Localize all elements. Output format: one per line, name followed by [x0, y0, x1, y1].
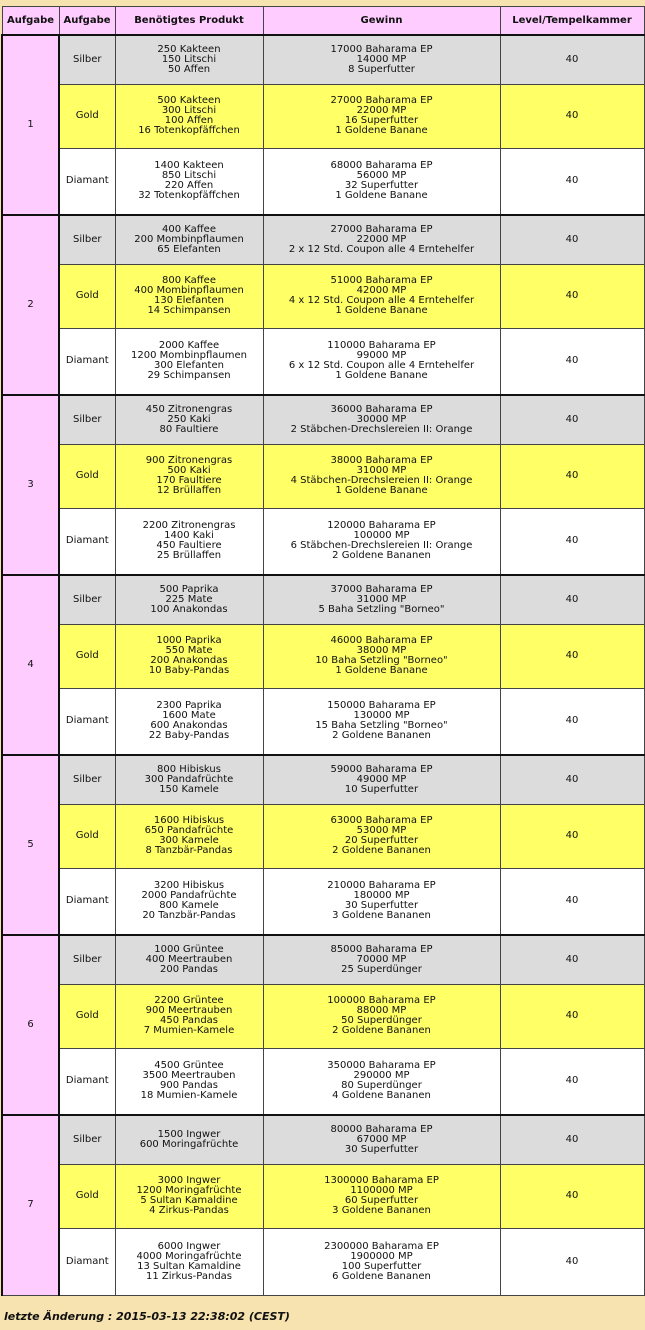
product-line: 250 Kakteen	[157, 43, 221, 55]
tier-cell: Silber	[59, 1115, 115, 1164]
product-line: 65 Elefanten	[157, 243, 221, 255]
level-cell: 40	[500, 1115, 644, 1164]
required-products-cell	[115, 395, 263, 444]
reward-cell	[263, 1228, 500, 1295]
tier-cell: Silber	[59, 755, 115, 804]
tier-cell: Diamant	[59, 1228, 115, 1295]
reward-line: 2300000 Baharama EP	[324, 1240, 439, 1252]
task-number-cell: 3	[2, 395, 59, 575]
product-line: 850 Litschi	[161, 170, 217, 182]
level-cell: 40	[500, 868, 644, 935]
product-line: 900 Pandas	[160, 1080, 218, 1092]
product-line: 1400 Kaki	[164, 530, 214, 542]
product-line: 3500 Meertrauben	[142, 1070, 236, 1082]
reward-line: 70000 MP	[356, 953, 407, 965]
reward-line: 68000 Baharama EP	[330, 160, 433, 172]
reward-line: 1100000 MP	[350, 1185, 413, 1196]
tier-cell: Gold	[59, 84, 115, 148]
product-line: 600 Moringafrüchte	[139, 1138, 239, 1150]
reward-cell	[263, 148, 500, 215]
reward-line: 37000 Baharama EP	[330, 583, 433, 595]
product-line: 170 Faultiere	[156, 475, 222, 486]
product-line: 300 Pandafrüchte	[144, 773, 234, 785]
table-row	[2, 1115, 644, 1164]
product-line: 650 Pandafrüchte	[144, 825, 234, 836]
reward-line: 8 Superfutter	[348, 63, 415, 75]
product-line: 16 Totenkopfäffchen	[138, 125, 240, 136]
product-line: 4000 Moringafrüchte	[136, 1250, 242, 1262]
reward-line: 30 Superfutter	[344, 900, 419, 912]
reward-line: 31000 MP	[356, 593, 407, 605]
required-products-cell	[115, 35, 263, 84]
reward-cell	[263, 395, 500, 444]
reward-line: 4 Goldene Bananen	[332, 1090, 431, 1102]
reward-line: 38000 Baharama EP	[330, 455, 433, 466]
tier-cell: Silber	[59, 395, 115, 444]
reward-line: 27000 Baharama EP	[330, 223, 433, 235]
product-line: 550 Mate	[165, 645, 213, 656]
product-line: 6000 Ingwer	[157, 1240, 221, 1252]
required-products-cell	[115, 755, 263, 804]
required-products-cell	[115, 84, 263, 148]
reward-line: 1 Goldene Banane	[335, 125, 428, 136]
table-row	[2, 688, 644, 755]
reward-cell	[263, 328, 500, 395]
product-line: 200 Pandas	[160, 963, 218, 975]
product-line: 3200 Hibiskus	[153, 880, 225, 892]
reward-line: 67000 MP	[356, 1133, 407, 1145]
task-number-cell: 1	[2, 35, 59, 215]
reward-line: 130000 MP	[353, 710, 410, 722]
table-row	[2, 1228, 644, 1295]
product-line: 1200 Moringafrüchte	[136, 1185, 242, 1196]
product-line: 2300 Paprika	[156, 700, 222, 712]
level-cell: 40	[500, 755, 644, 804]
reward-line: 80000 Baharama EP	[330, 1123, 433, 1135]
reward-cell	[263, 444, 500, 508]
product-line: 900 Zitronengras	[145, 455, 233, 466]
reward-line: 2 Goldene Bananen	[332, 1025, 431, 1036]
header-required-products: Benötigtes Produkt	[115, 7, 263, 36]
product-line: 1400 Kakteen	[154, 160, 224, 172]
table-row	[2, 84, 644, 148]
reward-line: 31000 MP	[356, 465, 407, 476]
table-row	[2, 444, 644, 508]
product-line: 2000 Kaffee	[158, 340, 220, 352]
reward-line: 38000 MP	[356, 645, 407, 656]
reward-line: 60 Superfutter	[344, 1195, 419, 1206]
product-line: 150 Litschi	[161, 53, 217, 65]
product-line: 400 Kaffee	[162, 223, 216, 235]
reward-line: 1300000 Baharama EP	[324, 1175, 439, 1186]
tier-cell: Diamant	[59, 508, 115, 575]
header-row	[2, 7, 644, 36]
reward-line: 36000 Baharama EP	[330, 403, 433, 415]
required-products-cell	[115, 1115, 263, 1164]
reward-line: 27000 Baharama EP	[330, 95, 433, 106]
header-level: Level/Tempelkammer	[500, 7, 644, 36]
table-row	[2, 1164, 644, 1228]
required-products-cell	[115, 624, 263, 688]
reward-line: 180000 MP	[353, 890, 410, 902]
required-products-cell	[115, 1164, 263, 1228]
reward-line: 4 Stäbchen-Drechslereien II: Orange	[290, 475, 473, 486]
table-row	[2, 984, 644, 1048]
product-line: 300 Litschi	[161, 105, 217, 116]
level-cell: 40	[500, 148, 644, 215]
product-line: 50 Affen	[167, 63, 211, 75]
required-products-cell	[115, 1228, 263, 1295]
product-line: 600 Anakondas	[150, 720, 228, 732]
reward-cell	[263, 84, 500, 148]
reward-cell	[263, 804, 500, 868]
table-row	[2, 624, 644, 688]
table-row	[2, 148, 644, 215]
product-line: 2200 Zitronengras	[142, 520, 236, 532]
task-number-cell: 4	[2, 575, 59, 755]
reward-line: 2 Goldene Bananen	[332, 730, 431, 742]
product-line: 5 Sultan Kamaldine	[140, 1195, 238, 1206]
reward-line: 63000 Baharama EP	[330, 815, 433, 826]
level-cell: 40	[500, 444, 644, 508]
table-row	[2, 264, 644, 328]
reward-line: 42000 MP	[356, 285, 407, 296]
reward-line: 50 Superdünger	[341, 1015, 422, 1026]
table-row	[2, 575, 644, 624]
tier-cell: Gold	[59, 1164, 115, 1228]
task-number-cell: 2	[2, 215, 59, 395]
reward-line: 80 Superdünger	[341, 1080, 422, 1092]
reward-line: 120000 Baharama EP	[327, 520, 436, 532]
level-cell: 40	[500, 1048, 644, 1115]
reward-line: 5 Baha Setzling "Borneo"	[318, 603, 445, 615]
product-line: 450 Zitronengras	[145, 403, 233, 415]
table-row	[2, 508, 644, 575]
reward-cell	[263, 868, 500, 935]
product-line: 800 Hibiskus	[157, 763, 221, 775]
table-row	[2, 395, 644, 444]
level-cell: 40	[500, 624, 644, 688]
required-products-cell	[115, 804, 263, 868]
tier-cell: Diamant	[59, 148, 115, 215]
reward-cell	[263, 215, 500, 264]
product-line: 29 Schimpansen	[147, 370, 231, 382]
product-line: 500 Paprika	[159, 583, 219, 595]
reward-cell	[263, 1048, 500, 1115]
reward-line: 150000 Baharama EP	[327, 700, 436, 712]
reward-line: 10 Superfutter	[344, 783, 419, 795]
reward-line: 100000 Baharama EP	[327, 995, 436, 1006]
product-line: 25 Brüllaffen	[156, 550, 222, 562]
task-number-cell: 6	[2, 935, 59, 1115]
reward-line: 3 Goldene Bananen	[332, 1205, 431, 1216]
level-cell: 40	[500, 215, 644, 264]
reward-line: 6 Stäbchen-Drechslereien II: Orange	[290, 540, 473, 552]
level-cell: 40	[500, 1228, 644, 1295]
product-line: 225 Mate	[165, 593, 213, 605]
required-products-cell	[115, 508, 263, 575]
reward-line: 2 Goldene Bananen	[332, 550, 431, 562]
table-row	[2, 804, 644, 868]
product-line: 100 Anakondas	[150, 603, 228, 615]
product-line: 32 Totenkopfäffchen	[138, 190, 240, 202]
quest-reward-table	[1, 6, 645, 1296]
table-row	[2, 935, 644, 984]
table-row	[2, 868, 644, 935]
task-number-cell: 7	[2, 1115, 59, 1295]
tier-cell: Silber	[59, 35, 115, 84]
level-cell: 40	[500, 264, 644, 328]
reward-line: 2 Stäbchen-Drechslereien II: Orange	[290, 423, 473, 435]
product-line: 8 Tanzbär-Pandas	[145, 845, 233, 856]
reward-line: 4 x 12 Std. Coupon alle 4 Erntehelfer	[288, 295, 475, 306]
table-body	[2, 35, 644, 1295]
level-cell: 40	[500, 395, 644, 444]
reward-line: 1 Goldene Banane	[335, 305, 428, 316]
product-line: 150 Kamele	[159, 783, 219, 795]
tier-cell: Silber	[59, 935, 115, 984]
product-line: 300 Elefanten	[154, 360, 224, 372]
level-cell: 40	[500, 935, 644, 984]
level-cell: 40	[500, 984, 644, 1048]
required-products-cell	[115, 688, 263, 755]
reward-line: 88000 MP	[356, 1005, 407, 1016]
tier-cell: Diamant	[59, 868, 115, 935]
reward-line: 14000 MP	[356, 53, 407, 65]
reward-line: 53000 MP	[356, 825, 407, 836]
product-line: 20 Tanzbär-Pandas	[142, 910, 236, 922]
product-line: 100 Affen	[164, 115, 214, 126]
product-line: 900 Meertrauben	[145, 1005, 233, 1016]
required-products-cell	[115, 1048, 263, 1115]
product-line: 450 Faultiere	[156, 540, 222, 552]
level-cell: 40	[500, 1164, 644, 1228]
product-line: 10 Baby-Pandas	[148, 665, 230, 676]
product-line: 800 Kaffee	[162, 275, 216, 286]
reward-line: 3 Goldene Bananen	[332, 910, 431, 922]
last-modified-note: letzte Änderung : 2015-03-13 22:38:02 (CEST)	[4, 1310, 290, 1323]
product-line: 130 Elefanten	[154, 295, 224, 306]
reward-line: 290000 MP	[353, 1070, 410, 1082]
reward-cell	[263, 935, 500, 984]
reward-line: 100000 MP	[353, 530, 410, 542]
product-line: 200 Mombinpflaumen	[134, 233, 244, 245]
reward-line: 1 Goldene Banane	[335, 665, 428, 676]
tier-cell: Gold	[59, 624, 115, 688]
reward-line: 20 Superfutter	[344, 835, 419, 846]
product-line: 4 Zirkus-Pandas	[149, 1205, 229, 1216]
product-line: 400 Mombinpflaumen	[134, 285, 244, 296]
tier-cell: Gold	[59, 264, 115, 328]
reward-line: 1900000 MP	[350, 1250, 413, 1262]
reward-line: 32 Superfutter	[344, 180, 419, 192]
reward-line: 99000 MP	[356, 350, 407, 362]
product-line: 22 Baby-Pandas	[148, 730, 230, 742]
reward-cell	[263, 624, 500, 688]
reward-line: 30 Superfutter	[344, 1143, 419, 1155]
tier-cell: Gold	[59, 984, 115, 1048]
required-products-cell	[115, 444, 263, 508]
product-line: 3000 Ingwer	[157, 1175, 221, 1186]
header-reward: Gewinn	[263, 7, 500, 36]
reward-line: 49000 MP	[356, 773, 407, 785]
product-line: 1000 Paprika	[156, 635, 222, 646]
level-cell: 40	[500, 804, 644, 868]
reward-cell	[263, 984, 500, 1048]
reward-cell	[263, 1115, 500, 1164]
required-products-cell	[115, 984, 263, 1048]
reward-line: 17000 Baharama EP	[330, 43, 433, 55]
product-line: 1600 Mate	[162, 710, 216, 722]
task-number-cell: 5	[2, 755, 59, 935]
product-line: 1600 Hibiskus	[153, 815, 225, 826]
reward-line: 22000 MP	[356, 105, 407, 116]
product-line: 300 Kamele	[159, 835, 219, 846]
reward-line: 10 Baha Setzling "Borneo"	[315, 655, 448, 666]
reward-cell	[263, 35, 500, 84]
reward-line: 1 Goldene Banane	[335, 370, 428, 382]
product-line: 7 Mumien-Kamele	[143, 1025, 235, 1036]
product-line: 12 Brüllaffen	[156, 485, 222, 496]
reward-line: 85000 Baharama EP	[330, 943, 433, 955]
tier-cell: Silber	[59, 575, 115, 624]
reward-line: 22000 MP	[356, 233, 407, 245]
header-task-tier: Aufgabe	[59, 7, 115, 36]
reward-line: 2 Goldene Bananen	[332, 845, 431, 856]
level-cell: 40	[500, 688, 644, 755]
level-cell: 40	[500, 508, 644, 575]
level-cell: 40	[500, 84, 644, 148]
product-line: 14 Schimpansen	[147, 305, 231, 316]
reward-line: 15 Baha Setzling "Borneo"	[315, 720, 448, 732]
reward-line: 110000 Baharama EP	[327, 340, 436, 352]
reward-line: 6 x 12 Std. Coupon alle 4 Erntehelfer	[288, 360, 475, 372]
required-products-cell	[115, 148, 263, 215]
reward-line: 100 Superfutter	[341, 1260, 422, 1272]
reward-line: 51000 Baharama EP	[330, 275, 433, 286]
product-line: 400 Meertrauben	[145, 953, 233, 965]
reward-line: 6 Goldene Bananen	[332, 1270, 431, 1282]
product-line: 2000 Pandafrüchte	[141, 890, 237, 902]
product-line: 1200 Mombinpflaumen	[131, 350, 247, 362]
reward-cell	[263, 575, 500, 624]
reward-cell	[263, 755, 500, 804]
product-line: 80 Faultiere	[159, 423, 219, 435]
tier-cell: Diamant	[59, 328, 115, 395]
product-line: 800 Kamele	[159, 900, 219, 912]
table-row	[2, 755, 644, 804]
reward-cell	[263, 508, 500, 575]
table-row	[2, 215, 644, 264]
product-line: 500 Kakteen	[157, 95, 221, 106]
reward-line: 56000 MP	[356, 170, 407, 182]
product-line: 2200 Grüntee	[154, 995, 224, 1006]
product-line: 13 Sultan Kamaldine	[137, 1260, 241, 1272]
tier-cell: Diamant	[59, 688, 115, 755]
level-cell: 40	[500, 35, 644, 84]
required-products-cell	[115, 264, 263, 328]
product-line: 11 Zirkus-Pandas	[145, 1270, 232, 1282]
product-line: 200 Anakondas	[150, 655, 228, 666]
product-line: 500 Kaki	[167, 465, 211, 476]
reward-line: 2 x 12 Std. Coupon alle 4 Erntehelfer	[288, 243, 475, 255]
reward-line: 30000 MP	[356, 413, 407, 425]
reward-line: 210000 Baharama EP	[327, 880, 436, 892]
tier-cell: Silber	[59, 215, 115, 264]
table-row	[2, 35, 644, 84]
level-cell: 40	[500, 575, 644, 624]
reward-line: 16 Superfutter	[344, 115, 419, 126]
reward-cell	[263, 264, 500, 328]
required-products-cell	[115, 215, 263, 264]
reward-line: 350000 Baharama EP	[327, 1060, 436, 1072]
product-line: 18 Mumien-Kamele	[140, 1090, 238, 1102]
reward-line: 1 Goldene Banane	[335, 190, 428, 202]
header-task-number: Aufgabe	[2, 7, 59, 36]
level-cell: 40	[500, 328, 644, 395]
table-row	[2, 1048, 644, 1115]
tier-cell: Diamant	[59, 1048, 115, 1115]
table-row	[2, 328, 644, 395]
product-line: 1500 Ingwer	[157, 1128, 221, 1140]
required-products-cell	[115, 935, 263, 984]
required-products-cell	[115, 868, 263, 935]
product-line: 220 Affen	[164, 180, 214, 192]
required-products-cell	[115, 328, 263, 395]
product-line: 1000 Grüntee	[154, 943, 224, 955]
reward-cell	[263, 688, 500, 755]
reward-line: 46000 Baharama EP	[330, 635, 433, 646]
product-line: 4500 Grüntee	[154, 1060, 224, 1072]
reward-line: 1 Goldene Banane	[335, 485, 428, 496]
tier-cell: Gold	[59, 444, 115, 508]
product-line: 450 Pandas	[160, 1015, 218, 1026]
tier-cell: Gold	[59, 804, 115, 868]
product-line: 250 Kaki	[167, 413, 211, 425]
reward-line: 25 Superdünger	[341, 963, 422, 975]
reward-line: 59000 Baharama EP	[330, 763, 433, 775]
reward-cell	[263, 1164, 500, 1228]
required-products-cell	[115, 575, 263, 624]
